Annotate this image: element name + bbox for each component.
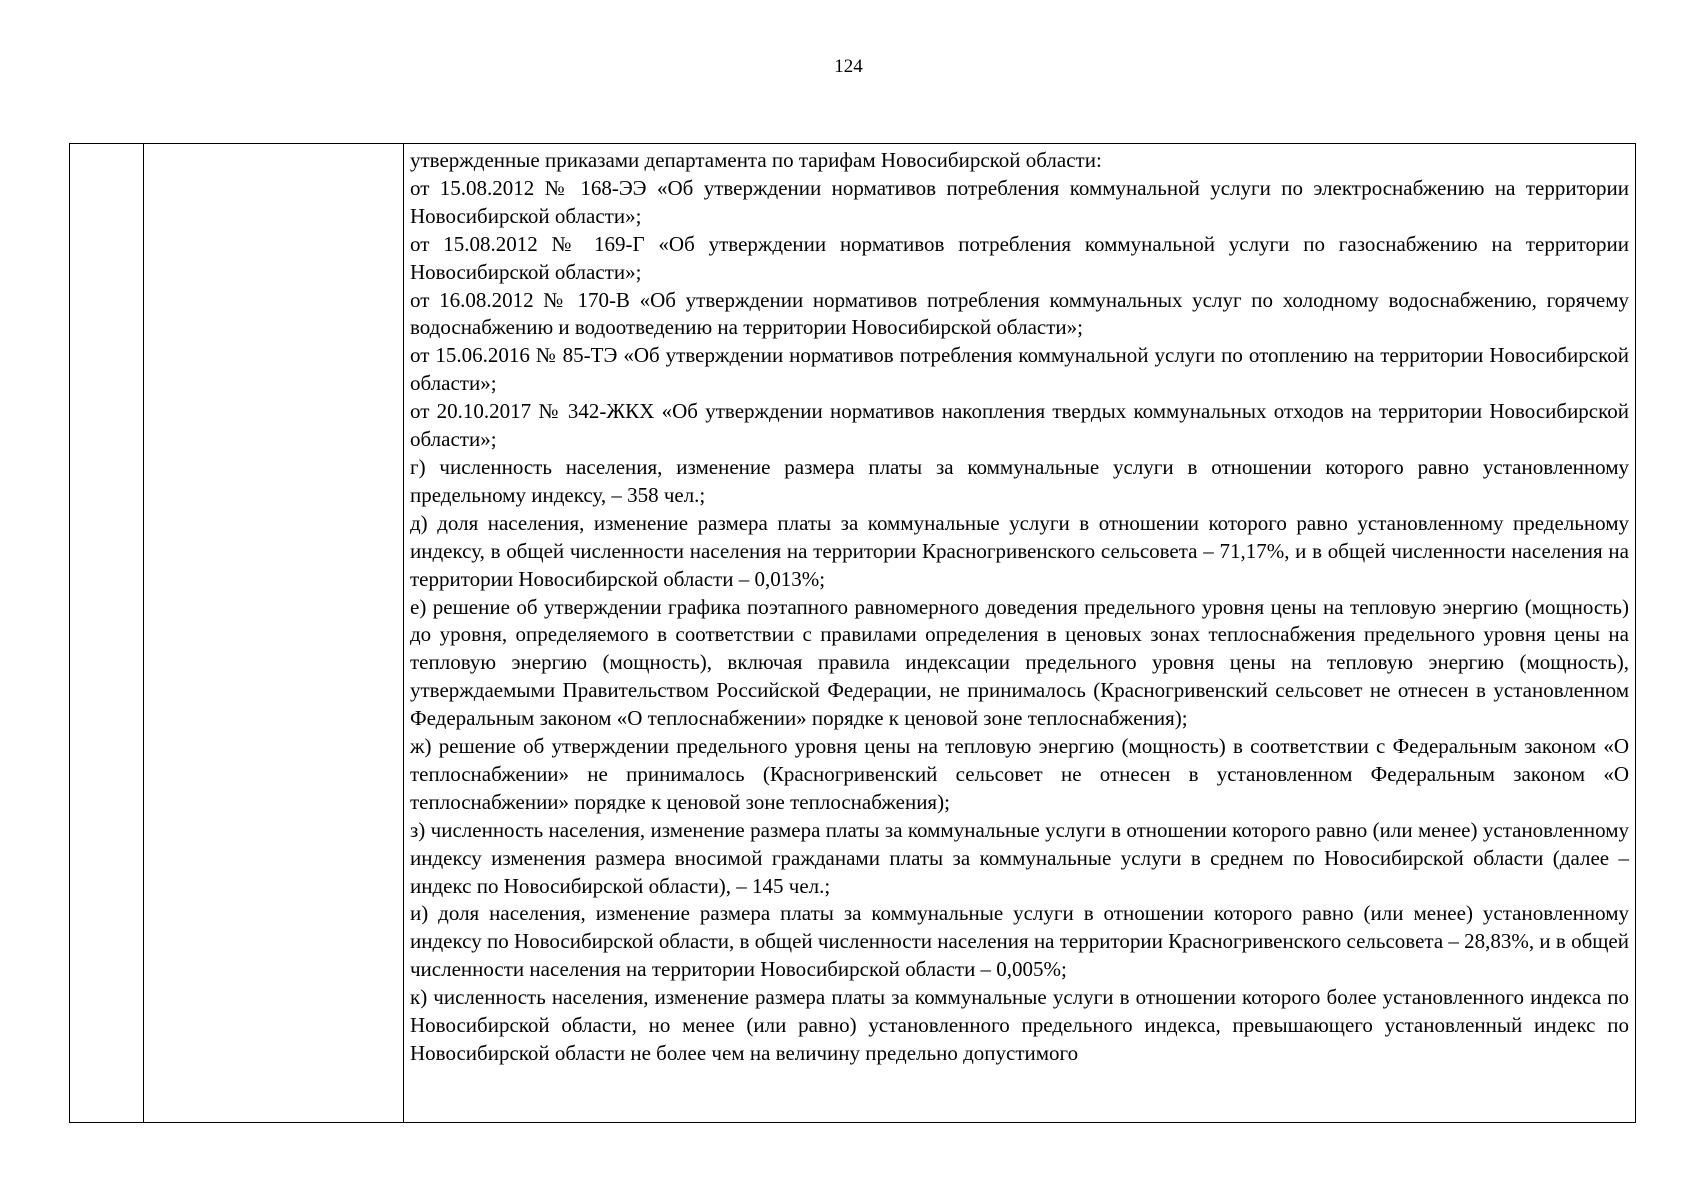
paragraph: и) доля населения, изменение размера платы за коммунальные услуги в отношении которого равно (или менее) установленному индексу по Новосибирской области, в общей численности населения на территории Красногривенского сельсовета – 28,83%, и в общей численности населения на территории Новосибирской области – 0,005%; <box>410 901 1629 982</box>
paragraph: утвержденные приказами департамента по тарифам Новосибирской области: <box>410 148 1102 172</box>
paragraph: д) доля населения, изменение размера платы за коммунальные услуги в отношении которого равно установленному предельному индексу, в общей численности населения на территории Красногривенского сельсовета – 71,17%, и в общей численности населения на территории Новосибирской области – 0,013%; <box>410 510 1629 591</box>
paragraph: к) численность населения, изменение размера платы за коммунальные услуги в отношении которого более установленного индекса по Новосибирской области, но менее (или равно) установленного предельного индекса, превышающего установленный индекс по Новосибирской области не более чем на величину предельно допустимого <box>410 985 1629 1065</box>
paragraph: з) численность населения, изменение размера платы за коммунальные услуги в отношении которого равно (или менее) установленному индексу изменения размера вносимой гражданами платы за коммунальные услуги в среднем по Новосибирской области (далее – индекс по Новосибирской области), – 145 чел.; <box>410 817 1629 898</box>
table-cell-content <box>404 144 1636 1123</box>
paragraph: от 16.08.2012 № 170-В «Об утверждении нормативов потребления коммунальных услуг по холодному водоснабжению, горячему водоснабжению и водоотведению на территории Новосибирской области»; <box>410 287 1629 340</box>
page-number: 124 <box>834 56 863 77</box>
content-text <box>410 147 1629 1068</box>
table-cell-number <box>70 144 144 1123</box>
document-table <box>69 143 1636 1123</box>
paragraph: от 15.08.2012 № 169-Г «Об утверждении нормативов потребления коммунальной услуги по газоснабжению на территории Новосибирской области»; <box>410 231 1629 284</box>
paragraph: от 15.06.2016 № 85-ТЭ «Об утверждении нормативов потребления коммунальной услуги по отоплению на территории Новосибирской области»; <box>410 343 1629 396</box>
table-cell-name <box>144 144 404 1123</box>
paragraph: от 20.10.2017 № 342-ЖКХ «Об утверждении нормативов накопления твердых коммунальных отходов на территории Новосибирской области»; <box>410 399 1629 452</box>
table-row <box>70 144 1636 1123</box>
paragraph: от 15.08.2012 № 168-ЭЭ «Об утверждении нормативов потребления коммунальной услуги по электроснабжению на территории Новосибирской области»; <box>410 175 1629 228</box>
paragraph: ж) решение об утверждении предельного уровня цены на тепловую энергию (мощность) в соответствии с Федеральным законом «О теплоснабжении» не принималось (Красногривенский сельсовет не отнесен в установленном Федеральным законом «О теплоснабжении» порядке к ценовой зоне теплоснабжения); <box>410 734 1629 814</box>
paragraph: г) численность населения, изменение размера платы за коммунальные услуги в отношении которого равно установленному предельному индексу, – 358 чел.; <box>410 454 1629 507</box>
paragraph: е) решение об утверждении графика поэтапного равномерного доведения предельного уровня цены на тепловую энергию (мощность) до уровня, определяемого в соответствии с правилами определения в ценовых зонах теплоснабжения предельного уровня цены на тепловую энергию (мощность), включая правила индексации предельного уровня цены на тепловую энергию (мощность), утверждаемыми Правительством Российской Федерации, не принималось (Красногривенский сельсовет не отнесен в установленном Федеральным законом «О теплоснабжении» порядке к ценовой зоне теплоснабжения); <box>410 594 1629 731</box>
